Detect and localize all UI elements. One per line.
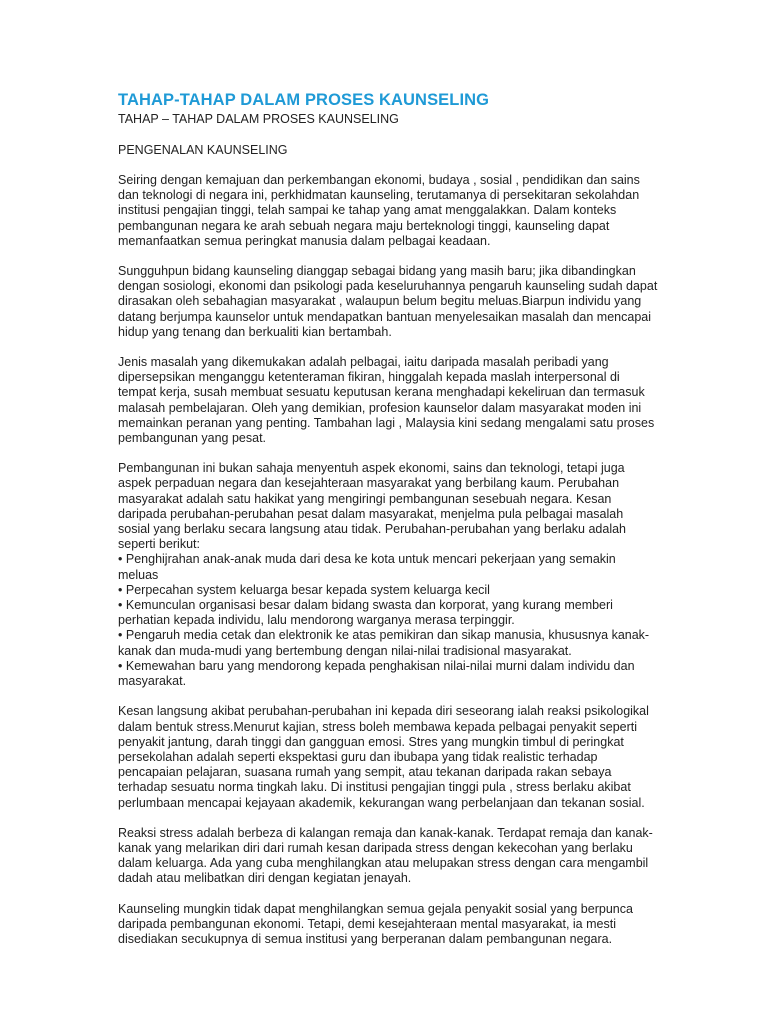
bullet-mark: • [118, 628, 123, 643]
bullet-text: Kemunculan organisasi besar dalam bidang swasta dan korporat, yang kurang memberi perhatian kepada individu, lalu mendorong warganya merasa terpinggir. [118, 598, 613, 628]
paragraph-6: Reaksi stress adalah berbeza di kalangan remaja dan kanak-kanak. Terdapat remaja dan kanak-kanak yang melarikan diri dari rumah kesan daripada stress dengan kekecohan yang berlaku dalam keluarga. Ada yang cuba menghilangkan atau melupakan stress dengan cara mengambil dadah atau melibatkan diri dengan kegiatan jenayah. [118, 825, 653, 886]
bullet-item [118, 628, 658, 658]
bullet-mark: • [118, 582, 123, 597]
section-heading: PENGENALAN KAUNSELING [118, 143, 288, 157]
document-body [118, 90, 658, 947]
paragraph-7: Kaunseling mungkin tidak dapat menghilangkan semua gejala penyakit sosial yang berpunca daripada pembangunan ekonomi. Tetapi, demi kesejahteraan mental masyarakat, ia mesti disediakan secukupnya di semua institusi yang berperanan dalam pembangunan negara. [118, 901, 633, 946]
document-subtitle: TAHAP – TAHAP DALAM PROSES KAUNSELING [118, 112, 399, 126]
bullet-mark: • [118, 598, 123, 613]
bullet-list [118, 552, 658, 689]
bullet-item [118, 583, 658, 598]
document-title: TAHAP-TAHAP DALAM PROSES KAUNSELING [118, 91, 490, 109]
bullet-text: Penghijrahan anak-anak muda dari desa ke kota untuk mencari pekerjaan yang semakin meluas [118, 552, 616, 582]
paragraph-4: Pembangunan ini bukan sahaja menyentuh aspek ekonomi, sains dan teknologi, tetapi juga aspek perpaduan negara dan kesejahteraan masyarakat yang berbilang kaum. Perubahan masyarakat adalah satu hakikat yang mengiringi pembangunan sesebuah negara. Kesan daripada perubahan-perubahan pesat dalam masyarakat, menjelma pula pelbagai masalah sosial yang berlaku secara langsung atau tidak. Perubahan-perubahan yang berlaku adalah seperti berikut: [118, 461, 626, 552]
bullet-item [118, 598, 658, 628]
bullet-text: Perpecahan system keluarga besar kepada system keluarga kecil [125, 582, 490, 597]
paragraph-3: Jenis masalah yang dikemukakan adalah pelbagai, iaitu daripada masalah peribadi yang dipersepsikan menganggu ketenteraman fikiran, hinggalah kepada maslah interpersonal di tempat kerja, susah membuat sesuatu keputusan kerana menghadapi kekeliruan dan termasuk malasah pembelajaran. Oleh yang demikian, profesion kaunselor dalam masyarakat moden ini memainkan peranan yang penting. Tambahan lagi , Malaysia kini sedang mengalami satu proses pembangunan yang pesat. [118, 355, 655, 446]
bullet-mark: • [118, 552, 123, 567]
bullet-item [118, 552, 658, 582]
paragraph-2: Sungguhpun bidang kaunseling dianggap sebagai bidang yang masih baru; jika dibandingkan dengan sosiologi, ekonomi dan psikologi pada keseluruhannya pengaruh kaunseling sudah dapat dirasakan oleh sebahagian masyarakat , walaupun belum begitu meluas.Biarpun individu yang datang berjumpa kaunselor untuk mendapatkan bantuan menyelesaikan masalah dan mencapai hidup yang tenang dan berkualiti kian bertambah. [118, 264, 658, 339]
bullet-text: Kemewahan baru yang mendorong kepada penghakisan nilai-nilai murni dalam individu dan masyarakat. [118, 658, 635, 689]
bullet-text: Pengaruh media cetak dan elektronik ke atas pemikiran dan sikap manusia, khususnya kanak-kanak dan muda-mudi yang bertembung dengan nilai-nilai tradisional masyarakat. [118, 628, 650, 658]
paragraph-4-with-list [118, 461, 658, 689]
paragraph-1: Seiring dengan kemajuan dan perkembangan ekonomi, budaya , sosial , pendidikan dan sains dan teknologi di negara ini, perkhidmatan kaunseling, terutamanya di persekitaran sekolahdan institusi pengajian tinggi, telah sampai ke tahap yang amat menggalakkan. Dalam konteks pembangunan negara ke arah sebuah negara maju berteknologi tinggi, kaunseling dapat memanfaatkan semua peringkat manusia dalam pelbagai keadaan. [118, 173, 640, 248]
bullet-mark: • [118, 658, 123, 673]
bullet-item [118, 659, 658, 689]
paragraph-5: Kesan langsung akibat perubahan-perubahan ini kepada diri seseorang ialah reaksi psikologikal dalam bentuk stress.Menurut kajian, stress boleh membawa kepada pelbagai penyakit seperti penyakit jantung, darah tinggi dan gangguan emosi. Stres yang mungkin timbul di peringkat persekolahan adalah seperti ekspektasi guru dan ibubapa yang tidak realistic terhadap pencapaian pelajaran, suasana rumah yang sempit, atau tekanan daripada rakan sebaya terhadap sesuatu norma tingkah laku. Di institusi pengajian tinggi pula , stress berlaku akibat perlumbaan mencapai kejayaan akademik, kekurangan wang perbelanjaan dan tekanan sosial. [118, 704, 649, 810]
